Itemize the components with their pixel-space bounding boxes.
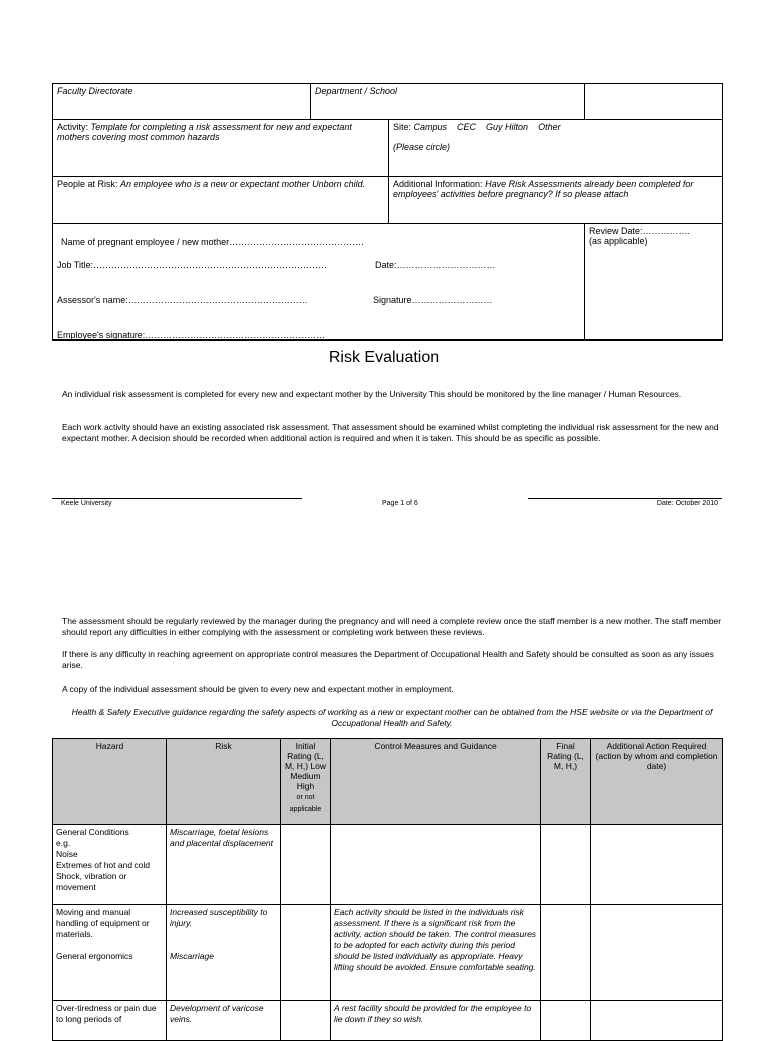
hazard-cell: Over-tiredness or pain due to long periods of <box>53 1001 167 1041</box>
difficulty-paragraph: If there is any difficulty in reaching agreement on appropriate control measures the Department of Occupational Health and Safety should be consulted as soon as any issues arise. <box>62 649 714 670</box>
review-paragraph: The assessment should be regularly reviewed by the manager during the pregnancy and will need a complete review once the staff member is a new mother. The staff member should report any difficulties in either complying with the assessment or completing work between these reviews. <box>62 616 722 637</box>
footer-rule-right <box>528 498 722 499</box>
initial-rating-header: Initial Rating (L, M, H,) Low Medium High or not applicable <box>281 739 331 825</box>
initial-rating-cell[interactable] <box>281 825 331 905</box>
additional-action-cell[interactable] <box>591 825 723 905</box>
risk-cell: Development of varicose veins. <box>167 1001 281 1041</box>
risk-table <box>52 738 723 1041</box>
employee-signature-field[interactable]: Employee's signature:…………………………………………………… <box>57 330 326 340</box>
footer-page-number: Page 1 of 6 <box>382 500 418 507</box>
control-measures-header: Control Measures and Guidance <box>331 739 541 825</box>
department-school-label: Department / School <box>311 84 585 120</box>
hazard-cell: General Conditions e.g. Noise Extremes of hot and cold Shock, vibration or movement <box>53 825 167 905</box>
risk-header: Risk <box>167 739 281 825</box>
review-date-cell <box>585 224 723 340</box>
job-title-field[interactable]: Job Title:…………………………………………………………………… <box>57 260 328 270</box>
footer-university: Keele University <box>61 500 112 507</box>
additional-action-cell[interactable] <box>591 905 723 1001</box>
site-cell <box>389 120 723 177</box>
date-field[interactable]: Date:…………………………… <box>375 260 496 270</box>
control-cell <box>331 825 541 905</box>
control-cell: Each activity should be listed in the individuals risk assessment. If there is a significant risk from the activity, action should be taken. The control measures to be adopted for each activity during this period should be listed individually as appropriate. Heavy lifting should be avoided. Ensure comfortable seating. <box>331 905 541 1001</box>
pregnant-employee-name-field[interactable]: Name of pregnant employee / new mother……………………………………… <box>61 237 365 247</box>
final-rating-cell[interactable] <box>541 825 591 905</box>
additional-info-cell <box>389 177 723 224</box>
intro-paragraph-2: Each work activity should have an existing associated risk assessment. That assessment should be examined whilst completing the individual risk assessment for the new and expectant mother. A decision should be recorded when additional action is required and when it is taken. This should be as specific as possible. <box>62 422 719 443</box>
additional-action-header: Additional Action Required (action by whom and completion date) <box>591 739 723 825</box>
people-at-risk-text: An employee who is a new or expectant mother Unborn child. <box>120 179 366 189</box>
faculty-directorate-label: Faculty Directorate <box>53 84 311 120</box>
hse-guidance-note: Health & Safety Executive guidance regarding the safety aspects of working as a new or expectant mother can be obtained from the HSE website or via the Department of Occupational Health and Safety. <box>71 707 713 728</box>
site-note: (Please circle) <box>393 142 451 152</box>
hazard-cell: Moving and manual handling of equipment or materials. General ergonomics <box>53 905 167 1001</box>
review-date-label[interactable]: Review Date:……………. <box>589 226 691 236</box>
footer-rule-left <box>52 498 302 499</box>
initial-rating-cell[interactable] <box>281 1001 331 1041</box>
final-rating-cell[interactable] <box>541 905 591 1001</box>
initial-rating-cell[interactable] <box>281 905 331 1001</box>
final-rating-cell[interactable] <box>541 1001 591 1041</box>
table-row <box>53 905 723 1001</box>
people-at-risk-label: People at Risk: <box>57 179 118 189</box>
site-options[interactable]: Campus CEC Guy Hilton Other <box>413 122 561 132</box>
page-title: Risk Evaluation <box>328 349 440 366</box>
department-value-cell[interactable] <box>585 84 723 120</box>
final-rating-header: Final Rating (L, M, H,) <box>541 739 591 825</box>
footer-date: Date: October 2010 <box>656 500 718 507</box>
review-date-note: (as applicable) <box>589 236 648 246</box>
risk-cell: Increased susceptibility to injury. Miscarriage <box>167 905 281 1001</box>
signature-field[interactable]: Signature……………………… <box>373 295 493 305</box>
additional-info-text: Have Risk Assessments already been completed for employees' activities before pregnancy? If so please attach <box>393 179 694 199</box>
copy-paragraph: A copy of the individual assessment should be given to every new and expectant mother in employment. <box>62 684 454 694</box>
intro-paragraph-1: An individual risk assessment is completed for every new and expectant mother by the University This should be monitored by the line manager / Human Resources. <box>62 389 682 399</box>
activity-label: Activity: <box>57 122 89 132</box>
additional-action-cell[interactable] <box>591 1001 723 1041</box>
hazard-header: Hazard <box>53 739 167 825</box>
risk-cell: Miscarriage, foetal lesions and placental displacement <box>167 825 281 905</box>
control-cell: A rest facility should be provided for the employee to lie down if they so wish. <box>331 1001 541 1041</box>
table-row <box>53 1001 723 1041</box>
activity-cell <box>53 120 389 177</box>
activity-text: Template for completing a risk assessment for new and expectant mothers covering most common hazards <box>57 122 352 142</box>
table-row <box>53 825 723 905</box>
site-label: Site: <box>393 122 412 132</box>
additional-info-label: Additional Information: <box>393 179 483 189</box>
people-at-risk-cell <box>53 177 389 224</box>
assessor-name-field[interactable]: Assessor's name:…………………………………………………… <box>57 295 308 305</box>
